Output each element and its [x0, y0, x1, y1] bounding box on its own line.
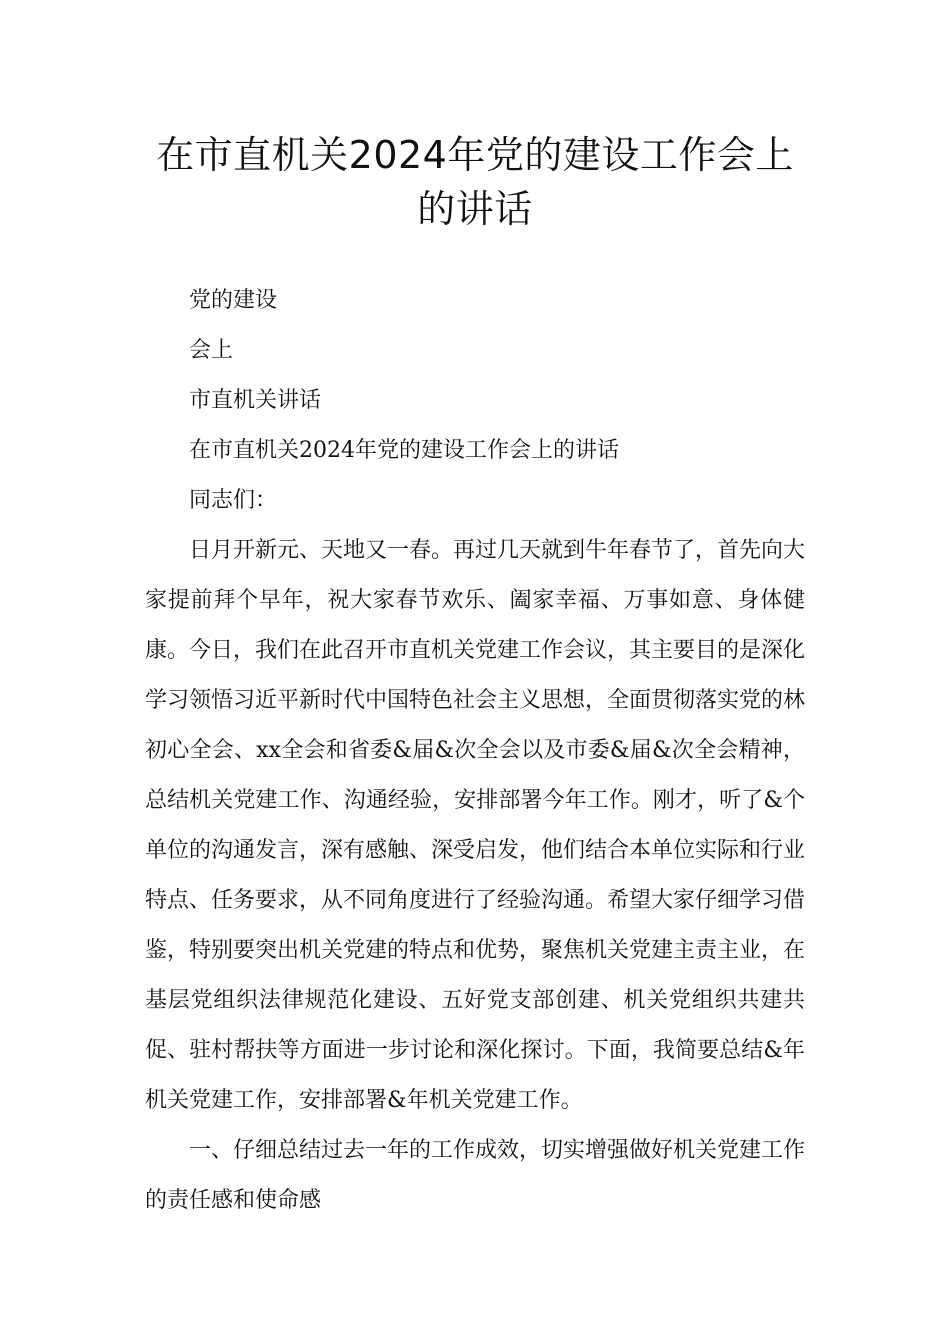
- keyword-line: 市直机关讲话: [189, 388, 322, 413]
- title-line-1: 在市直机关2024年党的建设工作会上: [156, 133, 794, 177]
- document-body: [145, 276, 805, 1226]
- document-title: [145, 128, 805, 236]
- keyword-line: 会上: [189, 338, 234, 363]
- salutation: 同志们：: [189, 488, 278, 513]
- keyword-line: 党的建设: [189, 288, 278, 313]
- body-paragraph: 日月开新元、天地又一春。再过几天就到牛年春节了，首先向大家提前拜个早年，祝大家春节欢乐、阖家幸福、万事如意、身体健康。今日，我们在此召开市直机关党建工作会议，其主要目的是深化学习领悟习近平新时代中国特色社会主义思想，全面贯彻落实党的林初心全会、xx全会和省委&届&次全会以及市委&届&次全会精神，总结机关党建工作、沟通经验，安排部署今年工作。刚才，听了&个单位的沟通发言，深有感触、深受启发，他们结合本单位实际和行业特点、任务要求，从不同角度进行了经验沟通。希望大家仔细学习借鉴，特别要突出机关党建的特点和优势，聚焦机关党建主责主业，在基层党组织法律规范化建设、五好党支部创建、机关党组织共建共促、驻村帮扶等方面进一步讨论和深化探讨。下面，我简要总结&年机关党建工作，安排部署&年机关党建工作。: [145, 538, 806, 1113]
- title-line-2: 的讲话: [417, 187, 533, 231]
- section-heading: 一、仔细总结过去一年的工作成效，切实增强做好机关党建工作的责任感和使命感: [145, 1138, 806, 1213]
- speech-subtitle: 在市直机关2024年党的建设工作会上的讲话: [189, 438, 619, 463]
